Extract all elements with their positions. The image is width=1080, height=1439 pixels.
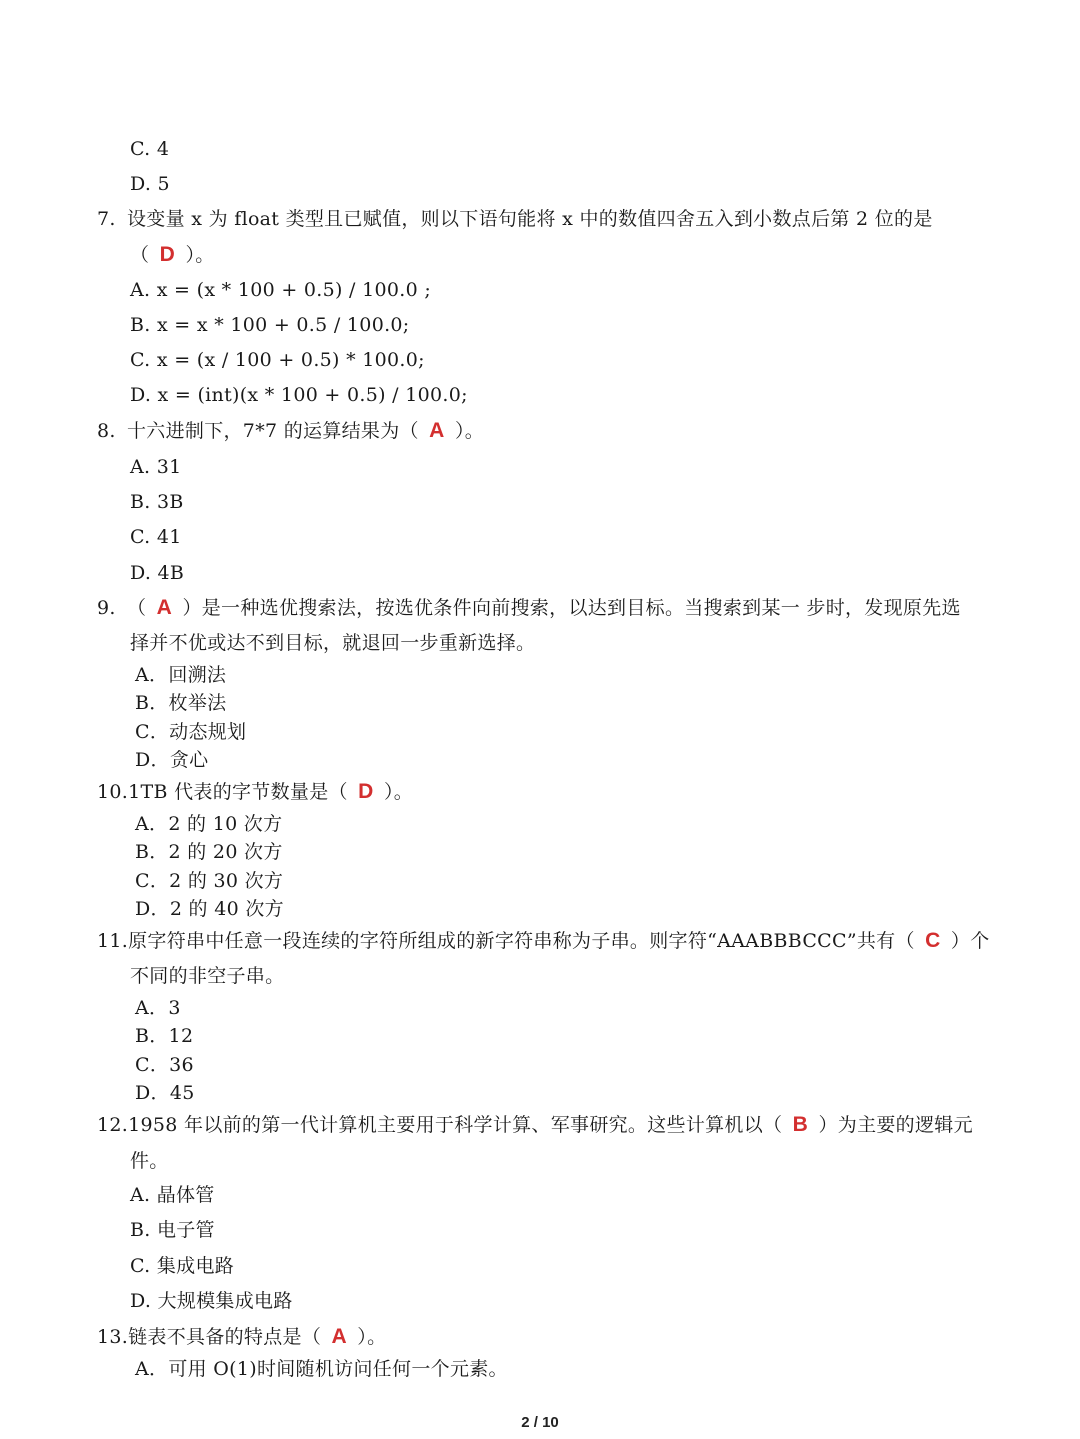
q11-option-b: B．12 [135,1025,194,1047]
q9-option-a: A．回溯法 [135,664,227,686]
q7-number: 7. [97,208,116,230]
q8-stem [97,419,484,443]
q10-number: 10. [97,781,129,803]
q9-stem-line1 [97,596,961,620]
q9-option-b: B．枚举法 [135,692,227,714]
q13-stem-text: 链表不具备的特点是（ [128,1326,328,1348]
q7-paren-open: （ [130,244,156,266]
page-current: 2 [521,1414,530,1431]
q9-stem-text: ）是一种选优搜索法，按选优条件向前搜索，以达到目标。当搜索到某一 步时，发现原先选 [176,597,961,619]
q10-paren-close: ）。 [377,781,414,803]
page-total: 10 [542,1414,559,1431]
q10-option-c: C．2 的 30 次方 [135,870,284,892]
q9-option-c: C．动态规划 [135,721,247,743]
q12-option-c: C. 集成电路 [130,1255,235,1277]
q8-option-b: B. 3B [130,491,184,513]
q11-stem-line1 [97,929,990,953]
q8-option-c: C. 41 [130,526,182,548]
q9-paren-open: （ [127,597,153,619]
q8-option-a: A. 31 [130,456,182,478]
q13-stem [97,1325,386,1349]
q10-answer: D [358,780,374,803]
q12-stem-line2: 件。 [130,1150,169,1172]
q8-option-d: D. 4B [130,562,185,584]
q9-option-d: D．贪心 [135,749,209,771]
q7-option-c: C. x = (x / 100 + 0.5) * 100.0; [130,349,425,371]
q11-option-a: A．3 [135,997,181,1019]
q8-stem-text: 十六进制下，7*7 的运算结果为（ [127,420,426,442]
q7-stem-line1 [97,207,933,231]
q7-stem-text: 设变量 x 为 float 类型且已赋值，则以下语句能将 x 中的数值四舍五入到小数点后第 2 位的是 [127,208,933,230]
q12-number: 12. [97,1114,129,1136]
q11-option-c: C．36 [135,1054,194,1076]
q12-answer: B [792,1113,809,1136]
q13-number: 13. [97,1326,129,1348]
q10-stem-text: 1TB 代表的字节数量是（ [128,781,355,803]
q7-option-a: A. x = (x * 100 + 0.5) / 100.0 ; [130,279,432,301]
q12-option-d: D. 大规模集成电路 [130,1290,293,1312]
q11-number: 11. [97,930,129,952]
q7-paren-close: ）。 [179,244,215,266]
q7-answer: D [159,243,176,266]
page-number [0,1414,1080,1431]
q12-option-b: B. 电子管 [130,1219,215,1241]
q12-stem-line1 [97,1113,973,1137]
q10-option-d: D．2 的 40 次方 [135,898,284,920]
q9-answer: A [156,596,173,619]
q10-option-b: B．2 的 20 次方 [135,841,283,863]
q13-option-a: A．可用 O(1)时间随机访问任何一个元素。 [135,1358,508,1380]
q12-stem-text: 1958 年以前的第一代计算机主要用于科学计算、军事研究。这些计算机以（ [128,1114,789,1136]
q7-option-d: D. x = (int)(x * 100 + 0.5) / 100.0; [130,384,468,406]
q12-option-a: A. 晶体管 [130,1184,215,1206]
q11-paren-close: ）个 [944,930,990,952]
q10-option-a: A．2 的 10 次方 [135,813,283,835]
q11-stem-text: 原字符串中任意一段连续的字符所组成的新字符串称为子串。则字符“AAABBBCCC”共有（ [128,930,922,952]
q7-option-b: B. x = x * 100 + 0.5 / 100.0; [130,314,410,336]
q8-answer: A [429,419,445,442]
q6-option-d: D. 5 [130,173,170,195]
q9-number: 9. [97,597,116,619]
q13-paren-close: ）。 [350,1326,387,1348]
q11-stem-line2: 不同的非空子串。 [130,965,285,987]
q11-answer: C [925,929,941,952]
page-separator: / [533,1414,538,1431]
q8-paren-close: ）。 [448,420,485,442]
q7-stem-line2 [130,243,215,267]
q11-option-d: D．45 [135,1082,195,1104]
q9-stem-line2: 择并不优或达不到目标，就退回一步重新选择。 [130,632,536,654]
q6-option-c: C. 4 [130,138,170,160]
q8-number: 8. [97,420,116,442]
q12-stem-text-end: ）为主要的逻辑元 [812,1114,973,1136]
q13-answer: A [331,1325,347,1348]
q10-stem [97,780,413,804]
